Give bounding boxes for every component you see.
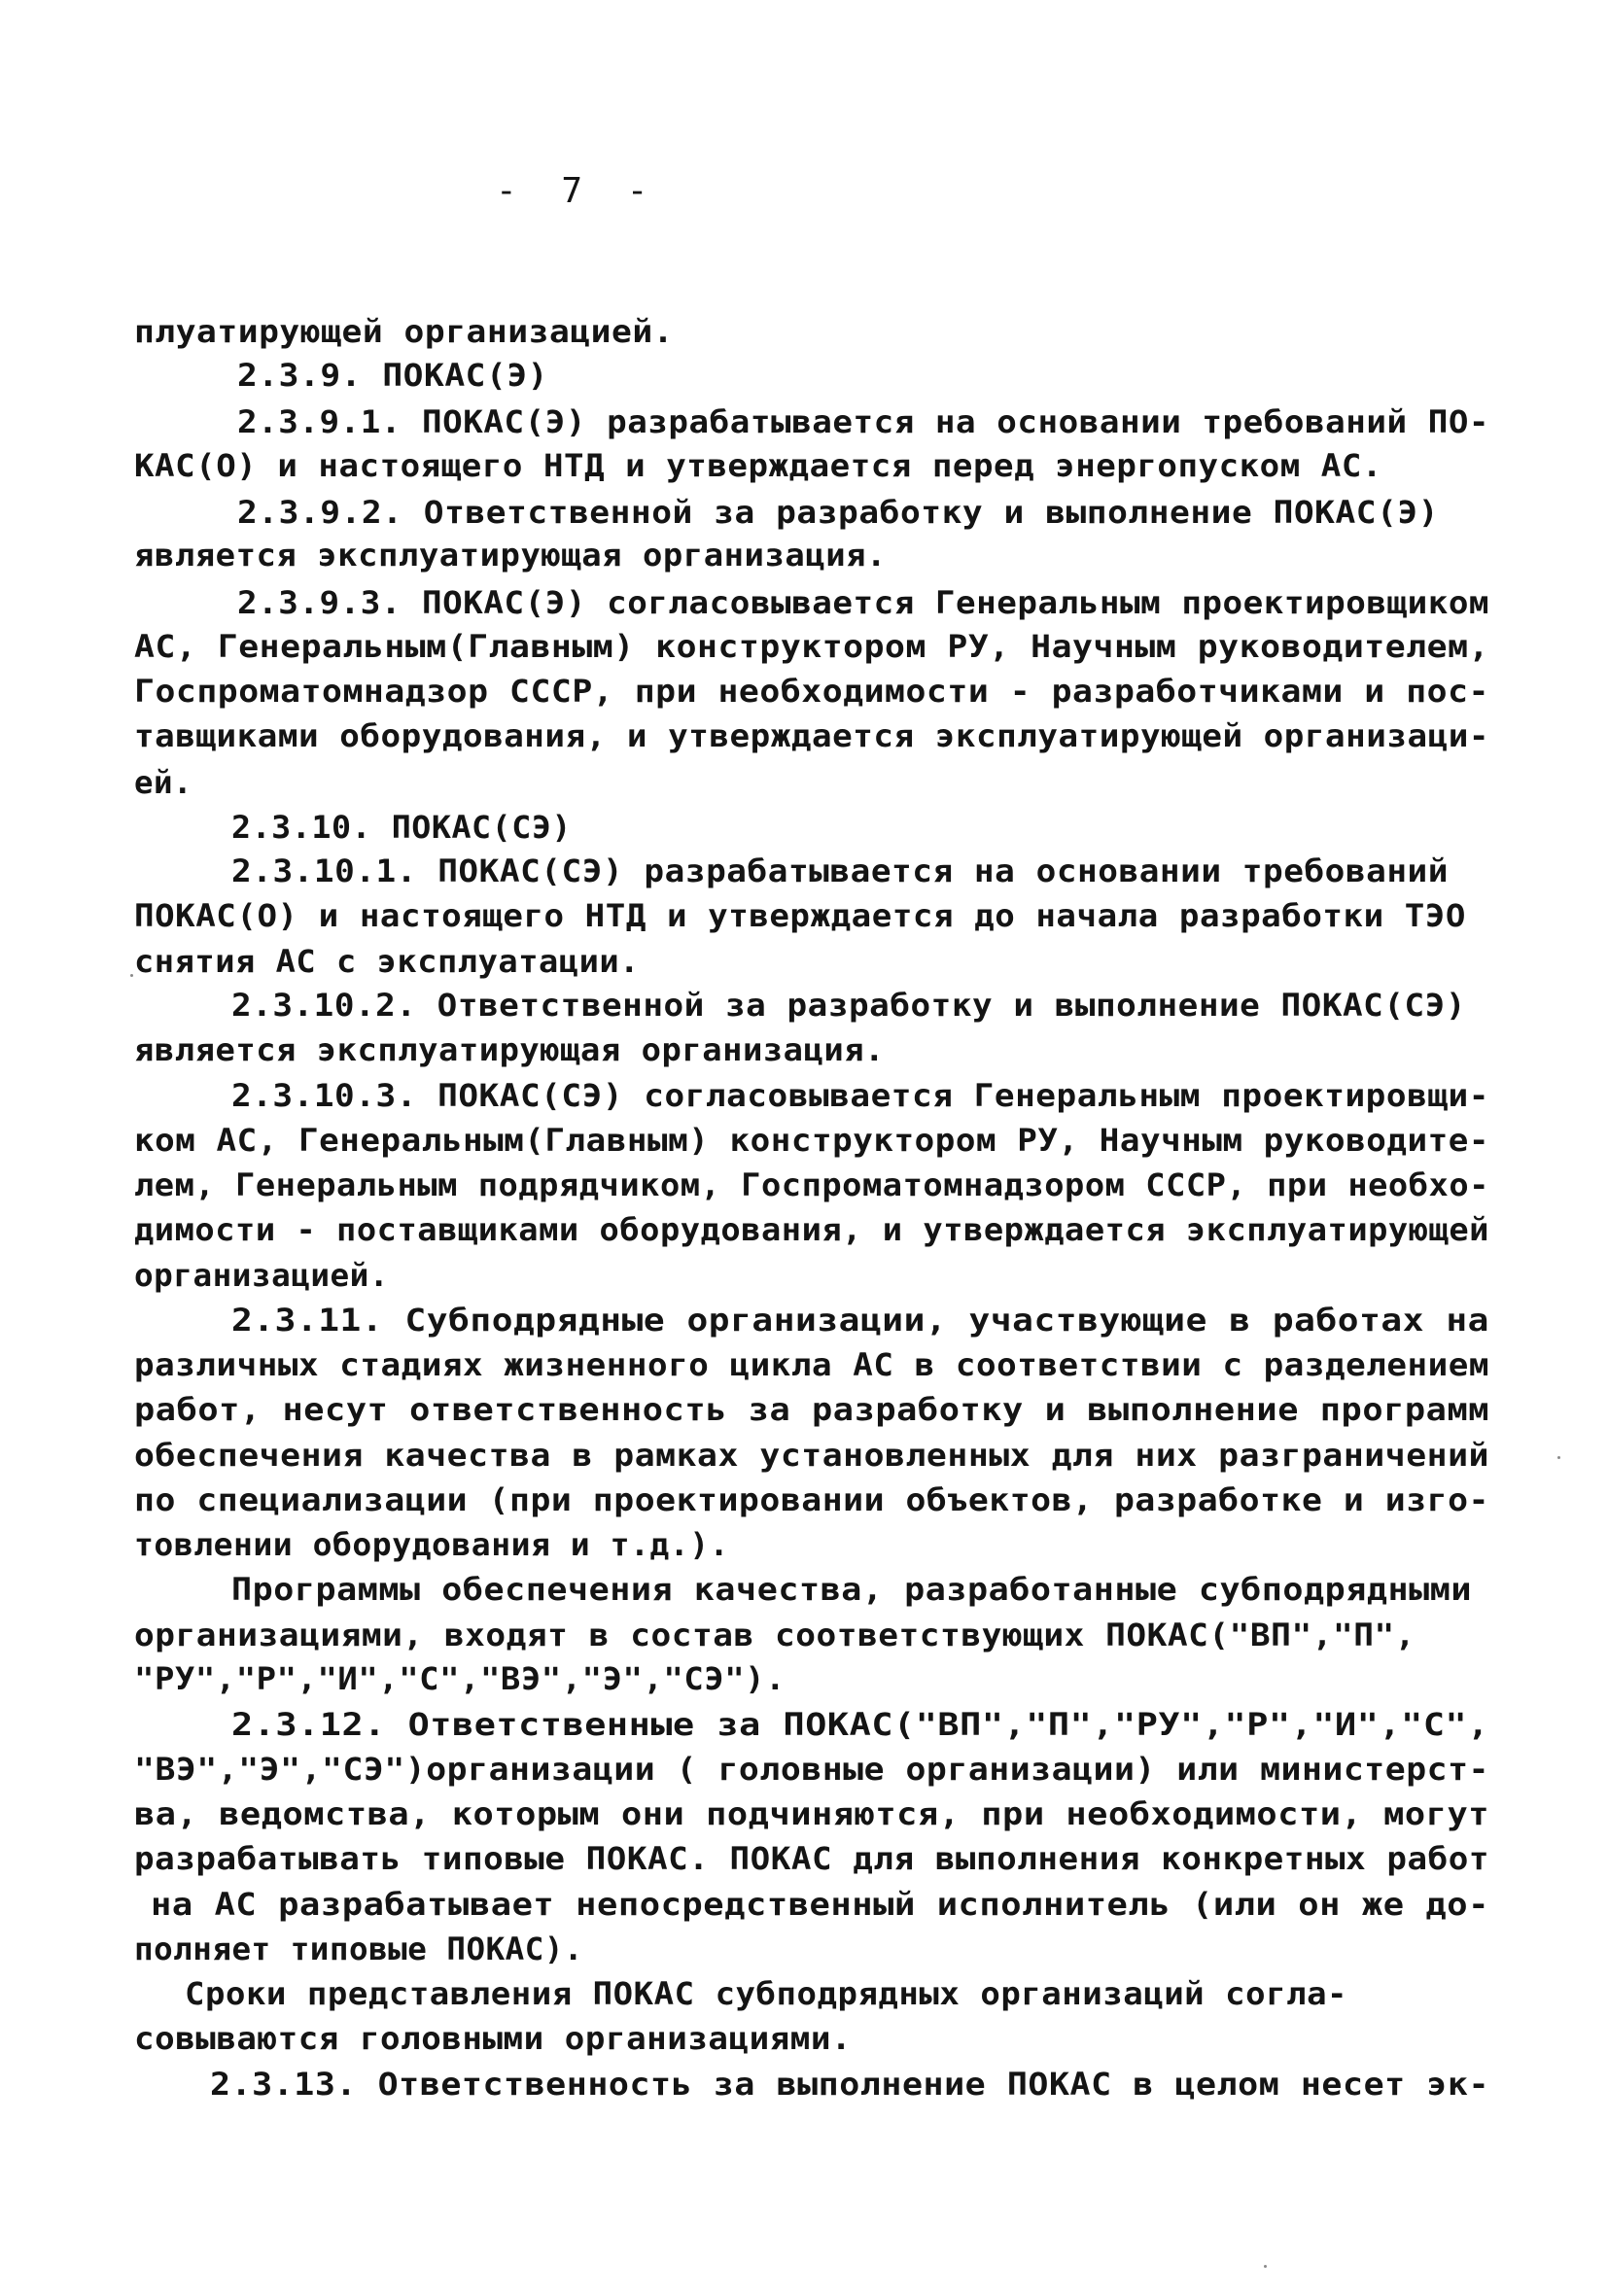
text-line: по специализации (при проектировании объектов, разработке и изго-	[134, 1481, 1489, 1518]
text-line: КАС(О) и настоящего НТД и утверждается перед энергопуском АС.	[134, 447, 1382, 484]
page-number: - 7 -	[496, 171, 660, 211]
text-line: "ВЭ","Э","СЭ")организации ( головные организации) или министерст-	[134, 1751, 1489, 1788]
text-line: различных стадиях жизненного цикла АС в соответствии с разделением	[134, 1346, 1490, 1383]
text-line: является эксплуатирующая организация.	[134, 537, 887, 574]
text-line: димости - поставщиками оборудования, и утверждается эксплуатирующей	[134, 1211, 1489, 1248]
text-line: АС, Генеральным(Главным) конструктором РУ, Научным руководителем,	[134, 628, 1489, 665]
text-line: 2.3.10.1. ПОКАС(СЭ) разрабатывается на основании требований	[231, 852, 1450, 889]
text-line: 2.3.9.1. ПОКАС(Э) разрабатывается на основании требований ПО-	[237, 403, 1490, 440]
text-line: плуатирующей организацией.	[134, 313, 675, 350]
text-line: Госпроматомнадзор СССР, при необходимости - разработчиками и пос-	[134, 673, 1489, 710]
text-line: 2.3.12. Ответственные за ПОКАС("ВП","П","РУ","Р","И","С",	[231, 1706, 1489, 1743]
text-line: организацией.	[134, 1257, 389, 1294]
text-line: разрабатывать типовые ПОКАС. ПОКАС для выполнения конкретных работ	[134, 1840, 1490, 1877]
scan-speck	[130, 974, 133, 977]
text-line: 2.3.10.2. Ответственной за разработку и выполнение ПОКАС(СЭ)	[231, 987, 1467, 1024]
text-line: ей.	[134, 764, 193, 801]
text-line: является эксплуатирующая организация.	[134, 1031, 885, 1068]
text-line: работ, несут ответственность за разработку и выполнение программ	[134, 1391, 1490, 1428]
section-heading: 2.3.10. ПОКАС(СЭ)	[231, 809, 572, 846]
text-line: ва, ведомства, которым они подчиняются, при необходимости, могут	[134, 1795, 1490, 1832]
scan-speck	[1557, 1456, 1560, 1459]
text-line: 2.3.13. Ответственность за выполнение ПОКАС в целом несет эк-	[210, 2066, 1490, 2103]
text-line: Сроки представления ПОКАС субподрядных организаций согла-	[185, 1975, 1348, 2012]
text-line: товлении оборудования и т.д.).	[134, 1526, 730, 1563]
text-line: организациями, входят в состав соответствующих ПОКАС("ВП","П",	[134, 1617, 1416, 1653]
text-line: ком АС, Генеральным(Главным) конструктором РУ, Научным руководите-	[134, 1122, 1490, 1159]
text-line: полняет типовые ПОКАС).	[134, 1931, 584, 1967]
text-line: "РУ","Р","И","С","ВЭ","Э","СЭ").	[134, 1660, 787, 1697]
text-line: лем, Генеральным подрядчиком, Госпроматомнадзором СССР, при необхо-	[134, 1166, 1489, 1203]
scan-speck	[1264, 2265, 1267, 2268]
text-line: тавщиками оборудования, и утверждается эксплуатирующей организаци-	[134, 717, 1490, 754]
text-line: на АС разрабатывает непосредственный исполнитель (или он же до-	[151, 1886, 1489, 1923]
text-line: обеспечения качества в рамках установленных для них разграничений	[134, 1437, 1489, 1474]
text-line: 2.3.9.2. Ответственной за разработку и выполнение ПОКАС(Э)	[237, 494, 1440, 531]
text-line: совываются головными организациями.	[134, 2020, 853, 2057]
text-line: снятия АС с эксплуатации.	[134, 943, 640, 980]
text-line: Программы обеспечения качества, разработанные субподрядными	[231, 1571, 1473, 1608]
section-heading: 2.3.9. ПОКАС(Э)	[237, 357, 548, 394]
text-line: 2.3.10.3. ПОКАС(СЭ) согласовывается Генеральным проектировщи-	[231, 1077, 1489, 1114]
text-line: 2.3.11. Субподрядные организации, участвующие в работах на	[231, 1302, 1489, 1339]
text-line: ПОКАС(О) и настоящего НТД и утверждается до начала разработки ТЭО	[134, 897, 1466, 934]
text-line: 2.3.9.3. ПОКАС(Э) согласовывается Генеральным проектировщиком	[237, 584, 1490, 621]
